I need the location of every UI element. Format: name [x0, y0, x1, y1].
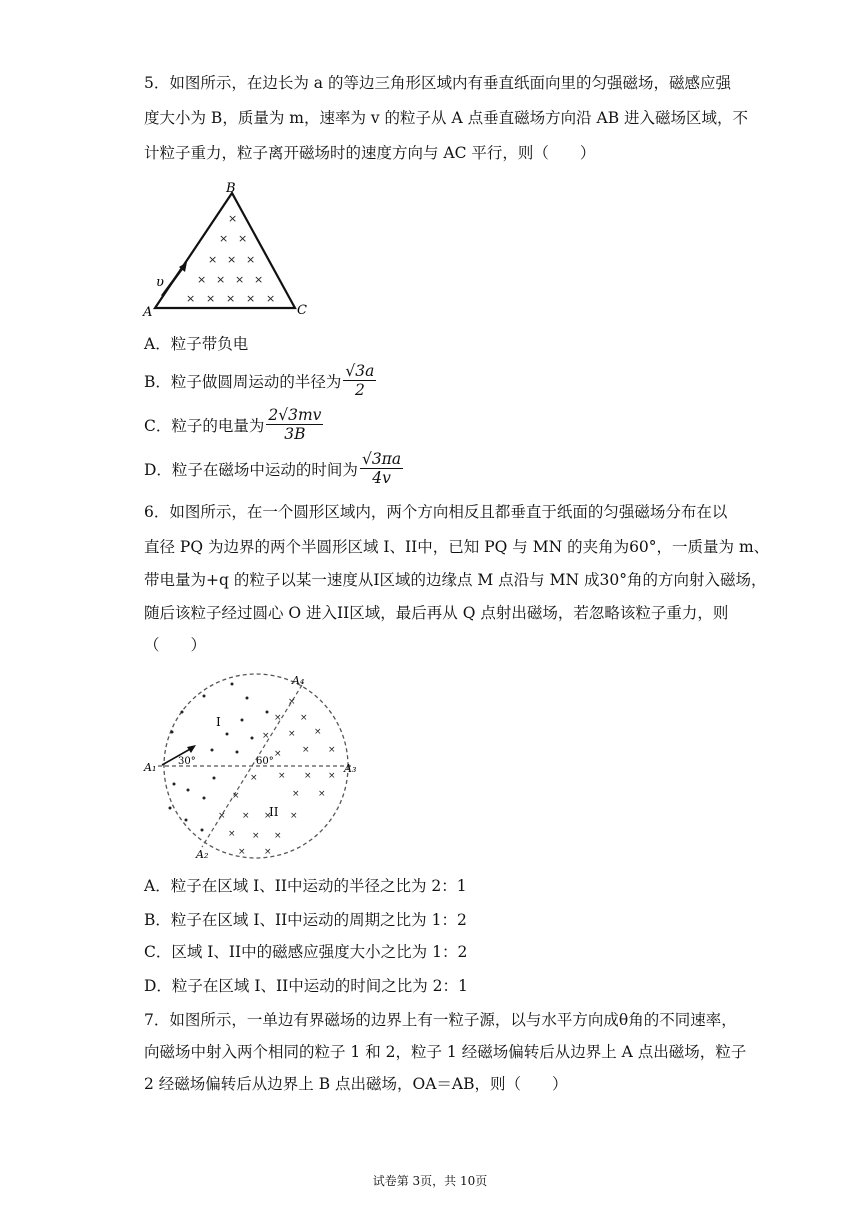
svg-text:×: ×	[288, 697, 296, 707]
q6-line-2: 直径 PQ 为边界的两个半圆形区域 I、II中，已知 PQ 与 MN 的夹角为60°，一质量为 m、	[144, 538, 770, 556]
svg-text:×: ×	[206, 292, 216, 305]
q5-option-b: B．粒子做圆周运动的半径为 $\frac{√3a}{2}$	[144, 362, 375, 399]
page-footer: 试卷第 3页，共 10页	[372, 1174, 488, 1188]
label-region-2: II	[269, 805, 279, 819]
svg-text:×: ×	[274, 831, 282, 841]
svg-text:×: ×	[264, 811, 272, 821]
svg-text:×: ×	[197, 273, 207, 286]
q6-line-4: 随后该粒子经过圆心 O 进入II区域，最后再从 Q 点射出磁场，若忽略该粒子重力，则	[144, 604, 729, 622]
label-a1: A₁	[144, 761, 157, 774]
crosses-region-2	[218, 697, 336, 857]
svg-text:×: ×	[232, 791, 240, 801]
label-a3: A₃	[344, 762, 357, 775]
svg-text:×: ×	[227, 253, 237, 266]
label-a4: A₄	[292, 674, 305, 687]
label-region-1: I	[216, 715, 221, 729]
svg-text:×: ×	[226, 292, 236, 305]
q6-option-c: C．区域 I、II中的磁感应强度大小之比为 1：2	[144, 943, 468, 961]
svg-text:×: ×	[238, 232, 248, 245]
svg-text:×: ×	[292, 789, 300, 799]
q6-line-3: 带电量为+q 的粒子以某一速度从I区域的边缘点 M 点沿与 MN 成30°角的方向射入磁场，	[144, 571, 767, 589]
svg-text:×: ×	[186, 292, 196, 305]
q6-option-b: B．粒子在区域 I、II中运动的周期之比为 1：2	[144, 911, 467, 929]
svg-text:×: ×	[288, 729, 296, 739]
svg-text:×: ×	[242, 811, 250, 821]
svg-text:×: ×	[250, 773, 258, 783]
velocity-arrow	[162, 266, 184, 296]
q5-line-3: 计粒子重力，粒子离开磁场时的速度方向与 AC 平行，则（ ）	[144, 144, 596, 162]
q6-option-a: A．粒子在区域 I、II中运动的半径之比为 2：1	[144, 877, 467, 895]
label-v: υ	[156, 275, 164, 290]
svg-text:×: ×	[235, 273, 245, 286]
q5-line-1: 5．如图所示，在边长为 a 的等边三角形区域内有垂直纸面向里的匀强磁场，磁感应强	[144, 74, 731, 92]
svg-text:×: ×	[228, 212, 238, 225]
svg-text:×: ×	[264, 847, 272, 857]
svg-text:×: ×	[300, 713, 308, 723]
svg-text:×: ×	[304, 771, 312, 781]
svg-text:×: ×	[216, 273, 226, 286]
q5-option-a: A．粒子带负电	[144, 335, 249, 353]
svg-text:×: ×	[238, 847, 246, 857]
label-angle-60: 60°	[256, 756, 274, 767]
q6-line-1: 6．如图所示，在一个圆形区域内，两个方向相反且都垂直于纸面的匀强磁场分布在以	[144, 503, 728, 521]
svg-text:×: ×	[246, 253, 256, 266]
label-A: A	[143, 305, 153, 318]
svg-text:×: ×	[314, 727, 322, 737]
svg-text:×: ×	[274, 749, 282, 759]
svg-text:×: ×	[262, 731, 270, 741]
q7-line-2: 向磁场中射入两个相同的粒子 1 和 2，粒子 1 经磁场偏转后从边界上 A 点出磁场，粒子	[144, 1043, 747, 1061]
svg-text:×: ×	[328, 745, 336, 755]
q6-option-d: D．粒子在区域 I、II中运动的时间之比为 2：1	[144, 977, 468, 995]
svg-text:×: ×	[246, 292, 256, 305]
svg-text:×: ×	[302, 745, 310, 755]
q7-line-1: 7．如图所示，一单边有界磁场的边界上有一粒子源，以与水平方向成θ角的不同速率，	[144, 1011, 737, 1029]
svg-text:×: ×	[328, 771, 336, 781]
svg-text:×: ×	[278, 771, 286, 781]
q5-triangle-figure	[140, 178, 315, 318]
svg-text:×: ×	[290, 811, 298, 821]
triangle-outline	[155, 193, 295, 308]
svg-text:×: ×	[228, 829, 236, 839]
q5-line-2: 度大小为 B，质量为 m，速率为 v 的粒子从 A 点垂直磁场方向沿 AB 进入磁场区域，不	[144, 109, 749, 127]
q5-option-d: D．粒子在磁场中运动的时间为 $\frac{√3\pi a}{4v}$	[144, 450, 402, 487]
svg-text:×: ×	[266, 292, 276, 305]
field-crosses	[186, 212, 275, 305]
svg-text:×: ×	[252, 831, 260, 841]
label-a2: A₂	[196, 848, 209, 861]
q7-line-3: 2 经磁场偏转后从边界上 B 点出磁场，OA＝AB，则（ ）	[144, 1075, 568, 1093]
svg-text:×: ×	[208, 253, 218, 266]
q6-circle-figure	[142, 672, 364, 864]
q5-option-c: C．粒子的电量为 $\frac{2√3mv}{3B}$	[144, 406, 322, 443]
svg-text:×: ×	[274, 713, 282, 723]
label-B: B	[226, 181, 236, 196]
svg-text:×: ×	[219, 232, 229, 245]
label-C: C	[297, 303, 307, 318]
label-angle-30: 30°	[178, 756, 196, 767]
svg-text:×: ×	[254, 273, 264, 286]
svg-text:×: ×	[218, 811, 226, 821]
svg-text:×: ×	[318, 789, 326, 799]
q6-line-5: （ ）	[144, 636, 207, 654]
